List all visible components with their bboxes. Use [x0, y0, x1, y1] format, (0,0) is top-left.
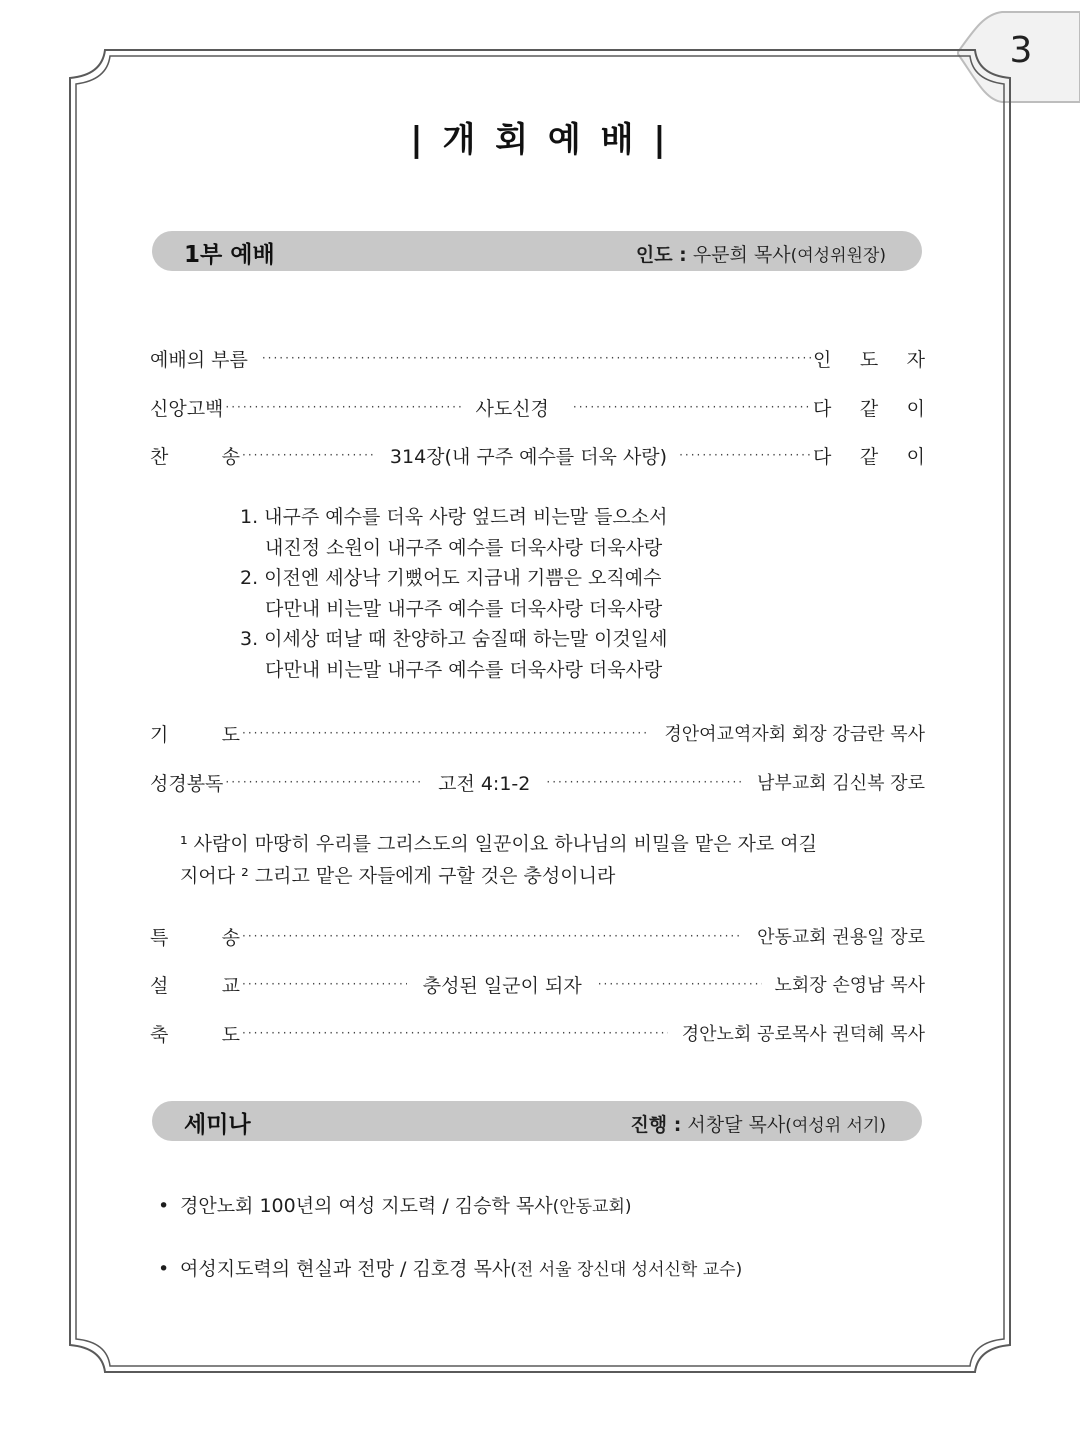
- char: 교: [221, 974, 240, 997]
- lyric-line: 2. 이전엔 세상낙 기뻤어도 지금내 기쁨은 오직예수: [240, 567, 662, 589]
- seminar-item-main: 경안노회 100년의 여성 지도력 / 김승학 목사: [180, 1195, 553, 1217]
- char: 같: [859, 445, 879, 468]
- row-label: 신앙고백: [150, 397, 224, 420]
- lyric-line: 1. 내구주 예수를 더욱 사랑 엎드려 비는말 들으소서: [240, 506, 668, 528]
- part1-title: 1부 예배: [184, 242, 275, 268]
- char: 도: [859, 348, 879, 371]
- leader-dots: [242, 448, 374, 462]
- program-row-prayer: [150, 718, 925, 748]
- row-middle: 고전 4:1-2: [438, 772, 531, 795]
- part1-leader-role: (여성위원장): [790, 246, 886, 266]
- part1-leader-name: 우문희 목사: [692, 244, 791, 266]
- char: 기: [150, 723, 169, 746]
- leader-dots: [242, 929, 743, 943]
- seminar-leader-name: 서창달 목사: [687, 1114, 786, 1136]
- row-label: [150, 971, 240, 998]
- row-middle: 314장(내 구주 예수를 더욱 사랑): [389, 445, 668, 468]
- leader-dots: [573, 400, 811, 414]
- row-right: 경안노회 공로목사 권덕혜 목사: [681, 1024, 925, 1045]
- seminar-item: [158, 1254, 742, 1281]
- char: 다: [813, 445, 832, 468]
- program-row-creed: [150, 392, 925, 422]
- char: 설: [150, 974, 169, 997]
- lyric-line: 다만내 비는말 내구주 예수를 더욱사랑 더욱사랑: [265, 597, 663, 620]
- char: 인: [813, 348, 832, 371]
- leader-dots: [679, 448, 811, 462]
- seminar-item-note: (전 서울 장신대 성서신학 교수): [510, 1260, 743, 1280]
- char: 송: [221, 926, 240, 949]
- scripture-text: [180, 828, 920, 892]
- char: 이: [906, 445, 925, 468]
- page-title: | 개 회 예 배 |: [410, 120, 670, 160]
- program-row-hymn: [150, 440, 925, 470]
- seminar-leader: [630, 1110, 886, 1137]
- char: 축: [150, 1023, 169, 1046]
- lyric-line: 다만내 비는말 내구주 예수를 더욱사랑 더욱사랑: [265, 658, 663, 681]
- seminar-item-main: 여성지도력의 현실과 전망 / 김호경 목사: [180, 1258, 511, 1280]
- row-right: 노회장 손영남 목사: [774, 975, 925, 996]
- char: 특: [150, 926, 169, 949]
- scripture-line: 지어다 ² 그리고 맡은 자들에게 구할 것은 충성이니라: [180, 865, 616, 887]
- row-right: 남부교회 김신복 장로: [757, 773, 925, 794]
- part1-leader-label: 인도 :: [635, 244, 687, 266]
- row-label: [150, 720, 240, 747]
- part1-header-bar: [152, 231, 922, 271]
- row-right: 안동교회 권용일 장로: [757, 927, 925, 948]
- bullet-icon: •: [158, 1258, 170, 1280]
- row-middle: 사도신경: [475, 397, 549, 420]
- row-middle: 충성된 일군이 되자: [422, 974, 582, 997]
- char: 다: [813, 397, 832, 420]
- char: 도: [221, 723, 240, 746]
- leader-dots: [242, 1026, 668, 1040]
- seminar-header-bar: [152, 1101, 922, 1141]
- char: 자: [906, 348, 925, 371]
- program-row-sermon: [150, 969, 925, 999]
- leader-dots: [225, 400, 463, 414]
- seminar-title: 세미나: [184, 1112, 251, 1138]
- row-label: [150, 442, 240, 469]
- leader-dots: [225, 775, 422, 789]
- program-row-special: [150, 921, 925, 951]
- char: 이: [906, 397, 925, 420]
- leader-dots: [598, 977, 763, 991]
- char: 찬: [150, 445, 169, 468]
- program-row-reading: [150, 767, 925, 797]
- leader-dots: [546, 775, 743, 789]
- seminar-item-note: (안동교회): [552, 1197, 632, 1217]
- seminar-leader-label: 진행 :: [630, 1114, 682, 1136]
- row-label: [150, 923, 240, 950]
- scripture-line: ¹ 사람이 마땅히 우리를 그리스도의 일꾼이요 하나님의 비밀을 맡은 자로 여길: [180, 833, 817, 855]
- row-right: 경안여교역자회 회장 강금란 목사: [664, 724, 925, 745]
- program-row-benediction: [150, 1018, 925, 1048]
- part1-leader: [636, 240, 886, 267]
- seminar-leader-role: (여성위 서기): [785, 1116, 886, 1136]
- row-right: [813, 442, 925, 469]
- row-label: 성경봉독: [150, 772, 224, 795]
- hymn-lyrics: [240, 502, 668, 685]
- lyric-line: 3. 이세상 떠날 때 찬양하고 숨질때 하는말 이것일세: [240, 628, 668, 650]
- leader-dots: [242, 977, 407, 991]
- char: 송: [221, 445, 240, 468]
- bullet-icon: •: [158, 1195, 170, 1217]
- leader-dots: [262, 351, 811, 365]
- seminar-item: [158, 1191, 632, 1218]
- row-label: 예배의 부름: [150, 348, 248, 371]
- leader-dots: [242, 726, 650, 740]
- row-label: [150, 1020, 240, 1047]
- page-number: 3: [1009, 30, 1033, 71]
- lyric-line: 내진정 소원이 내구주 예수를 더욱사랑 더욱사랑: [265, 536, 663, 559]
- char: 도: [221, 1023, 240, 1046]
- char: 같: [859, 397, 879, 420]
- row-right: [813, 394, 925, 421]
- program-row-call: [150, 343, 925, 373]
- row-right: [813, 345, 925, 372]
